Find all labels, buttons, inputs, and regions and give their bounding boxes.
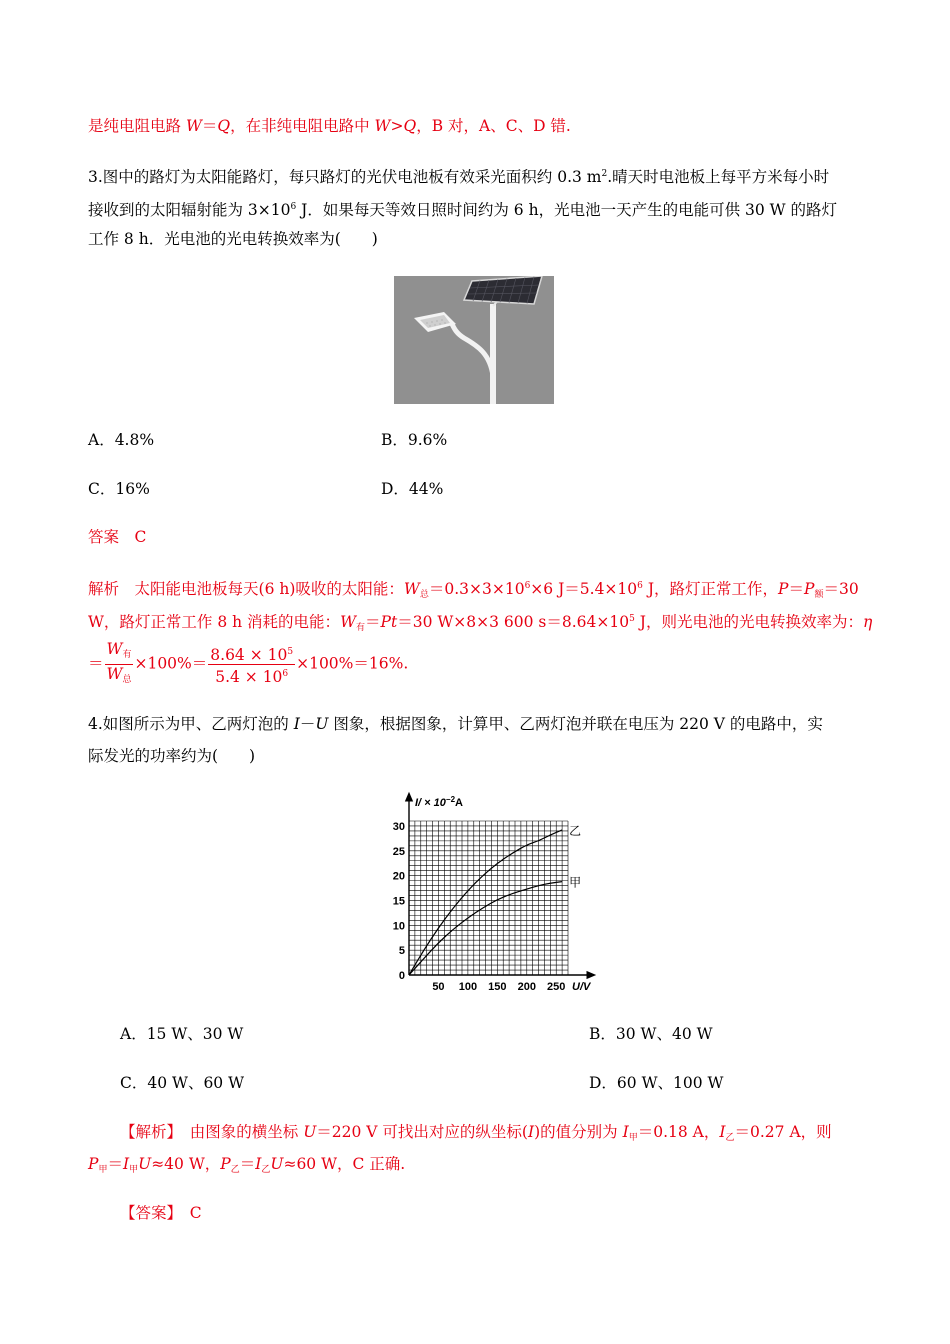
q4-option-a[interactable] — [120, 1024, 243, 1044]
text: 接收到的太阳辐射能为 3×10 — [88, 201, 291, 219]
text: ＝220 V 可找出对应的纵坐标( — [316, 1123, 528, 1141]
var: P — [804, 580, 815, 598]
option-label: D．60 W、100 W — [589, 1074, 724, 1092]
text: ，B 对，A、C、D 错. — [416, 117, 571, 135]
var-w: W — [185, 117, 202, 135]
var: P — [778, 580, 789, 598]
text: ＝30 — [823, 580, 859, 598]
subscript: 总 — [122, 675, 132, 685]
answer-value: C — [189, 1204, 202, 1222]
q4-analysis-line-2 — [88, 1154, 405, 1180]
q3-analysis-line-2 — [88, 609, 872, 638]
var-w: W — [374, 117, 391, 135]
x-tick-label: 250 — [547, 981, 566, 993]
q3-line-1 — [88, 164, 829, 187]
text: ＝30 W×8×3 600 s＝8.64×10 — [397, 613, 630, 631]
text: ＝0.3×3×10 — [428, 580, 525, 598]
q3-analysis-line-1 — [88, 576, 859, 605]
text: ＝ — [365, 613, 381, 631]
text: ×100%＝16%. — [296, 654, 409, 673]
text: )的值分别为 — [534, 1123, 623, 1141]
analysis-label: 【解析】 — [120, 1123, 175, 1141]
q4-option-d[interactable] — [589, 1073, 723, 1093]
subscript: 乙 — [261, 1165, 271, 1175]
var: I — [293, 715, 300, 733]
superscript: 6 — [637, 581, 643, 591]
text: J．如果每天等效日照时间约为 6 h，光电池一天产生的电能可供 30 W 的路灯 — [296, 201, 838, 219]
text: － — [299, 715, 316, 733]
subscript: 有 — [356, 623, 366, 633]
option-label: B．30 W、40 W — [589, 1025, 713, 1043]
y-tick-label: 30 — [392, 820, 405, 833]
subscript: 甲 — [628, 1133, 638, 1143]
text: W，路灯正常工作 8 h 消耗的电能： — [88, 613, 341, 631]
text: > — [390, 117, 404, 135]
var: I — [122, 1155, 130, 1173]
var: I — [622, 1123, 629, 1141]
text: ×100%＝ — [134, 654, 208, 673]
text: J，路灯正常工作， — [642, 580, 779, 598]
superscript: 6 — [290, 202, 297, 212]
iu-chart — [376, 788, 600, 998]
text: 是纯电阻电路 — [88, 117, 186, 135]
var: W — [403, 580, 420, 598]
x-tick-label: 50 — [432, 981, 445, 993]
var: I — [255, 1155, 262, 1173]
text: 8.64 × 10 — [210, 646, 288, 664]
y-tick-label: 0 — [398, 970, 405, 982]
analysis-label: 解析 — [88, 580, 120, 598]
superscript: 5 — [629, 614, 635, 624]
subscript: 总 — [419, 590, 429, 600]
var: Pt — [380, 613, 398, 631]
y-tick-label: 10 — [392, 920, 405, 933]
q3-line-2 — [88, 197, 837, 220]
series-label-乙: 乙 — [569, 823, 582, 838]
text: 图象，根据图象，计算甲、乙两灯泡并联在电压为 220 V 的电路中，实 — [328, 715, 823, 733]
series-label-甲: 甲 — [569, 875, 582, 890]
option-label: C．40 W、60 W — [120, 1074, 245, 1092]
q3-option-b[interactable] — [381, 430, 447, 450]
fraction-values — [208, 643, 295, 686]
option-label: D．44% — [381, 480, 444, 498]
subscript: 额 — [814, 590, 824, 600]
text: ＝0.27 A，则 — [734, 1123, 832, 1141]
text: ，在非纯电阻电路中 — [230, 117, 375, 135]
text: ＝ — [239, 1155, 256, 1173]
text: ＝ — [88, 654, 104, 673]
q4-answer — [120, 1203, 202, 1223]
q3-option-c[interactable] — [88, 479, 150, 499]
y-tick-label: 20 — [392, 870, 405, 883]
var-q: Q — [217, 117, 231, 135]
y-tick-label: 15 — [392, 895, 405, 908]
y-axis-label: $I/ \times 10^{-2}A$ — [415, 795, 463, 809]
answer-label: 答案 — [88, 528, 120, 546]
q3-option-a[interactable] — [88, 430, 154, 450]
answer-value: C — [134, 528, 147, 546]
text: ＝ — [201, 117, 218, 135]
q4-analysis-line-1 — [120, 1122, 832, 1148]
q3-option-d[interactable] — [381, 479, 443, 499]
var: W — [340, 613, 356, 631]
text: 5.4 × 10 — [215, 668, 283, 686]
q4-line-1 — [88, 714, 823, 734]
text: ＝0.18 A， — [637, 1123, 720, 1141]
var: P — [88, 1155, 99, 1173]
text: 太阳能电池板每天(6 h)吸收的太阳能： — [119, 580, 404, 598]
x-tick-label: 100 — [458, 981, 478, 993]
carry-over-line — [88, 116, 571, 136]
x-tick-label: 200 — [517, 981, 536, 993]
subscript: 乙 — [230, 1165, 240, 1175]
var: U — [138, 1155, 152, 1173]
text: 工作 8 h．光电池的光电转换效率为( ) — [88, 230, 378, 248]
text: .晴天时电池板上每平方米每小时 — [607, 168, 830, 186]
option-label: B．9.6% — [381, 431, 448, 449]
var-q: Q — [403, 117, 417, 135]
superscript: 2 — [601, 169, 608, 179]
text: J，则光电池的光电转换效率为： — [634, 613, 863, 631]
subscript: 有 — [122, 650, 132, 660]
text: 4.如图所示为甲、乙两灯泡的 — [88, 715, 294, 733]
q3-line-3 — [88, 229, 378, 249]
chart-grid — [409, 821, 568, 975]
y-tick-label: 5 — [398, 945, 405, 958]
text: ＝ — [788, 580, 804, 598]
var: U — [315, 715, 329, 733]
y-tick-label: 25 — [392, 845, 405, 858]
subscript: 甲 — [129, 1165, 139, 1175]
q4-option-b[interactable] — [589, 1024, 713, 1044]
q3-answer — [88, 527, 146, 547]
var: U — [303, 1123, 317, 1141]
text: 由图象的横坐标 — [174, 1123, 304, 1141]
var: P — [220, 1155, 231, 1173]
var-eta: η — [863, 613, 873, 631]
subscript: 甲 — [98, 1165, 108, 1175]
text: ×6 J＝5.4×10 — [530, 580, 638, 598]
superscript: 6 — [282, 669, 289, 679]
q4-option-c[interactable] — [120, 1073, 244, 1093]
q3-analysis-formula — [88, 640, 408, 689]
subscript: 乙 — [725, 1133, 735, 1143]
text: 3.图中的路灯为太阳能路灯，每只路灯的光伏电池板有效采光面积约 0.3 m — [88, 168, 602, 186]
q4-line-2 — [88, 746, 255, 766]
text: 际发光的功率约为( ) — [88, 747, 256, 765]
superscript: 5 — [287, 647, 294, 657]
option-label: A．15 W、30 W — [120, 1025, 244, 1043]
var: U — [270, 1155, 284, 1173]
answer-label: 【答案】 — [120, 1204, 175, 1222]
var: W — [106, 640, 123, 658]
var: W — [106, 665, 123, 683]
x-tick-label: 150 — [488, 981, 507, 993]
option-label: A．4.8% — [88, 431, 155, 449]
text: ≈40 W， — [151, 1155, 221, 1173]
solar-street-lamp-image — [394, 276, 554, 404]
option-label: C．16% — [88, 480, 150, 498]
fraction-w-ratio — [105, 640, 134, 689]
text: ≈60 W，C 正确. — [283, 1155, 406, 1173]
var: I — [719, 1123, 726, 1141]
text: ＝ — [107, 1155, 123, 1173]
x-axis-label: U/V — [572, 981, 591, 993]
var: I — [527, 1123, 535, 1141]
superscript: 6 — [524, 581, 531, 591]
